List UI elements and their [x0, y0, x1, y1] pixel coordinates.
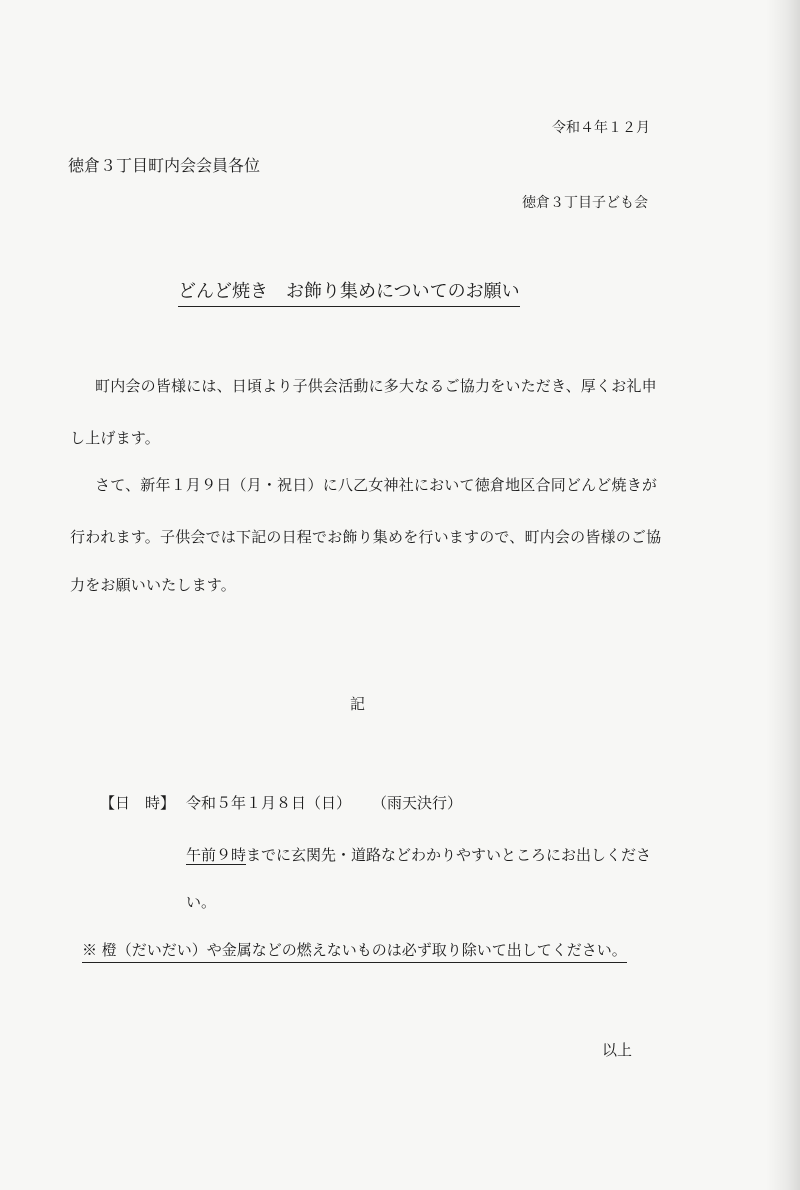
- schedule-label: 【日 時】: [100, 794, 176, 812]
- addressee: 徳倉３丁目町内会会員各位: [68, 156, 261, 175]
- issue-date: 令和４年１２月: [552, 120, 650, 136]
- document-title: どんど焼き お飾り集めについてのお願い: [178, 280, 520, 307]
- paragraph-2-line-3: 力をお願いいたします。: [70, 576, 237, 594]
- warning-note: ※ 橙（だいだい）や金属などの燃えないものは必ず取り除いて出してください。: [82, 940, 627, 963]
- paragraph-2-line-2: 行われます。子供会では下記の日程でお飾り集めを行いますので、町内会の皆様のご協: [70, 528, 662, 546]
- paragraph-1-line-1: 町内会の皆様には、日頃より子供会活動に多大なるご協力をいただき、厚くお礼申: [95, 377, 657, 395]
- schedule-note-text: までに玄関先・道路などわかりやすいところにお出しくださ: [246, 846, 652, 864]
- closing-mark: 以上: [602, 1041, 633, 1059]
- schedule-date: 令和５年１月８日（日）: [186, 794, 352, 812]
- paragraph-2-line-1: さて、新年１月９日（月・祝日）に八乙女神社において徳倉地区合同どんど焼きが: [95, 476, 658, 494]
- paper-edge-shadow: [766, 0, 800, 1190]
- schedule-note-line-1: [186, 845, 651, 865]
- schedule-deadline-time: 午前９時: [186, 846, 247, 864]
- schedule-note-line-2: い。: [186, 893, 217, 911]
- paragraph-1-line-2: し上げます。: [70, 429, 161, 447]
- schedule-rain-note: （雨天決行）: [372, 794, 463, 812]
- ki-heading: 記: [350, 695, 366, 713]
- sender: 徳倉３丁目子ども会: [522, 195, 648, 211]
